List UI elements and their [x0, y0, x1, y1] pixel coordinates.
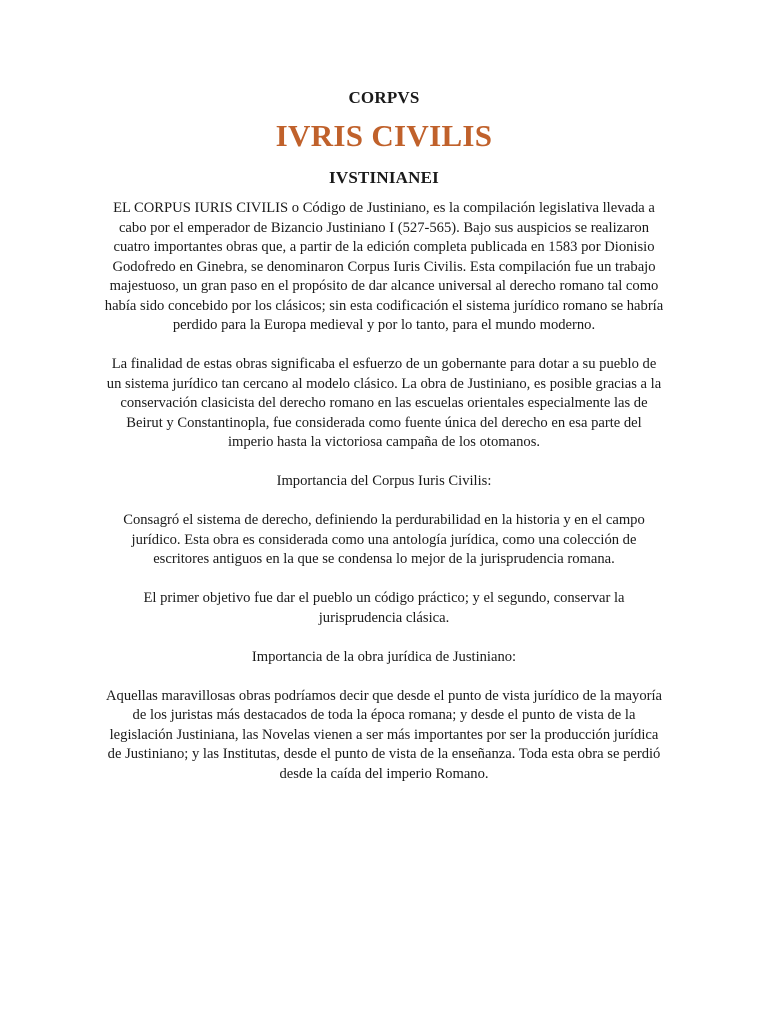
paragraph-maravillosas: Aquellas maravillosas obras podríamos decir que desde el punto de vista jurídico de la mayoría de los juristas más destacados de toda la época romana; y desde el punto de vista de la legislación Justiniana, las Novelas vienen a ser más importantes por ser la producción jurídica de Justiniano; y las Institutas, desde el punto de vista de la enseñanza. Toda esta obra se perdió desde la caída del imperio Romano. [105, 687, 663, 782]
title-ivstinianei: IVSTINIANEI [329, 168, 439, 187]
subheading-importancia-obra: Importancia de la obra jurídica de Justiniano: [251, 648, 517, 665]
subheading-importancia-corpus: Importancia del Corpus Iuris Civilis: [276, 473, 492, 489]
paragraph-finalidad: La finalidad de estas obras significaba el esfuerzo de un gobernante para dotar a su pueblo de un sistema jurídico tan cercano al modelo clásico. La obra de Justiniano, es posible gracias a la conservación clasicista del derecho romano en las escuelas orientales especialmente las de Beirut y Constantinopla, fue considerada como fuente única del derecho en esa parte del imperio hasta la victoriosa campaña de los otomanos. [106, 356, 662, 450]
document-body [104, 199, 664, 804]
title-corpvs: CORPVS [348, 88, 420, 107]
paragraph-intro: EL CORPUS IURIS CIVILIS o Código de Justiniano, es la compilación legislativa llevada a cabo por el emperador de Bizancio Justiniano I (527-565). Bajo sus auspicios se realizaron cuatro importantes obras que, a partir de la edición completa publicada en 1583 por Dionisio Godofredo en Ginebra, se denominaron Corpus Iuris Civilis. Esta compilación fue un trabajo majestuoso, un gran paso en el propósito de dar alcance universal al derecho romano tal como había sido concebido por los clásicos; sin esta codificación el sistema jurídico romano se habría perdido para la Europa medieval y por lo tanto, para el mundo moderno. [104, 200, 664, 333]
paragraph-objetivo: El primer objetivo fue dar el pueblo un código práctico; y el segundo, conservar la jurisprudencia clásica. [143, 590, 625, 626]
paragraph-consagro: Consagró el sistema de derecho, definiendo la perdurabilidad en la historia y en el campo jurídico. Esta obra es considerada como una antología jurídica, como una colección de escritores antiguos en la que se condensa lo mejor de la jurisprudencia romana. [123, 512, 645, 567]
title-ivris-civilis: IVRIS CIVILIS [275, 118, 493, 153]
